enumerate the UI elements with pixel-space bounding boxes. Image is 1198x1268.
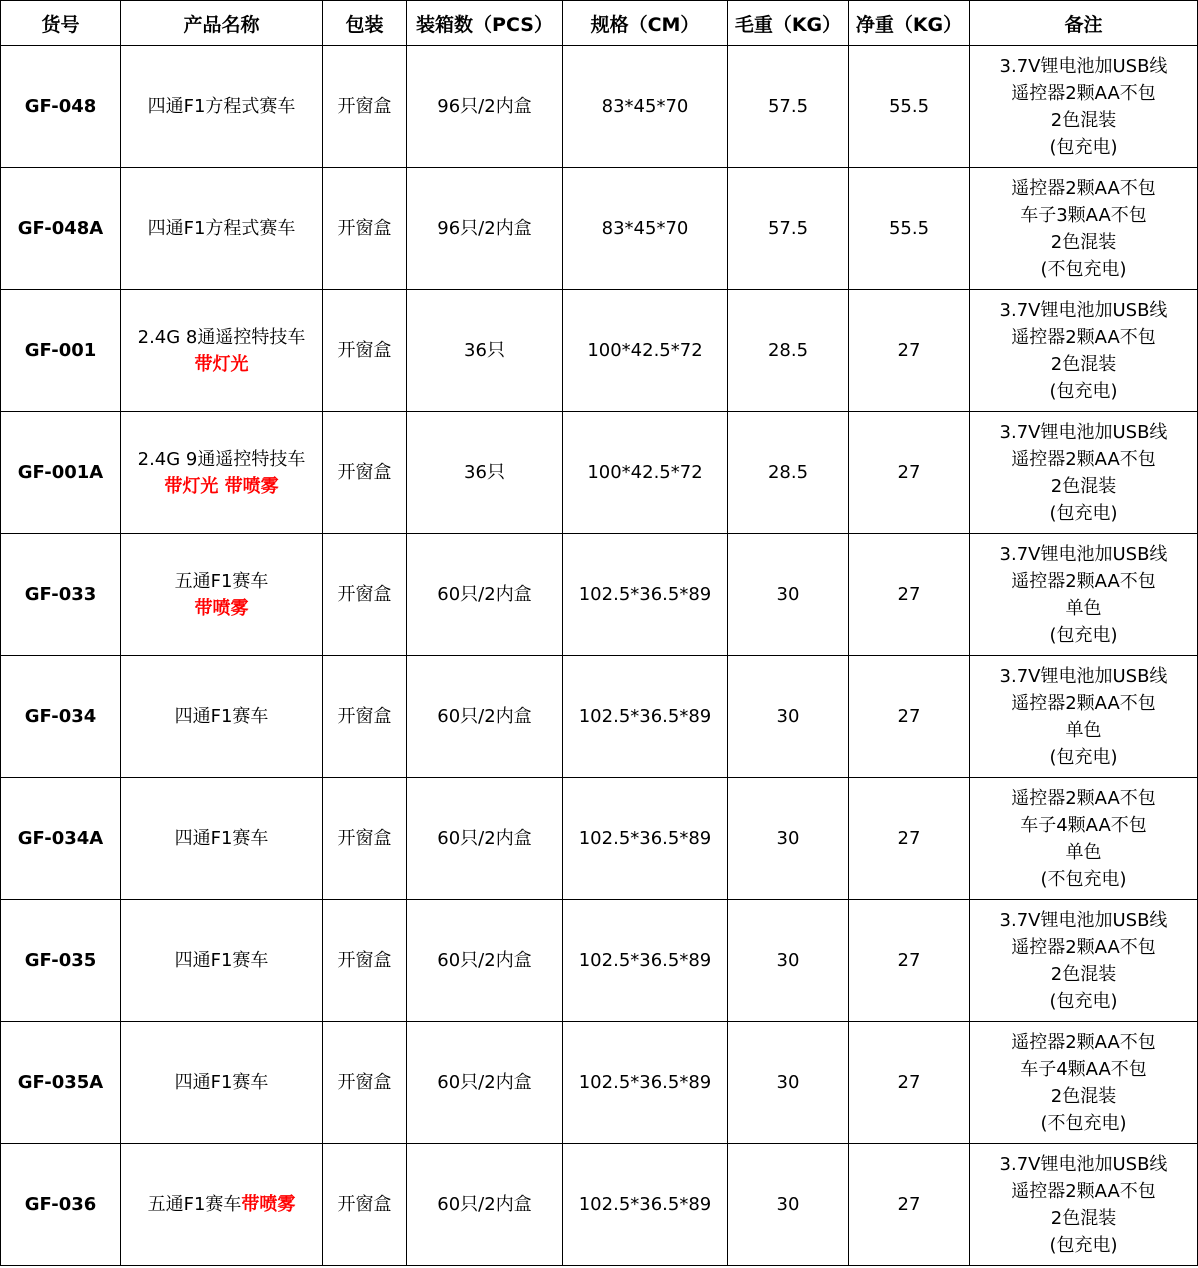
- note-line: (包充电): [1049, 746, 1118, 768]
- table-row: [1, 290, 1198, 412]
- cell-name: [121, 656, 323, 778]
- cell-name: [121, 534, 323, 656]
- cell-gross-weight: 30: [728, 778, 849, 900]
- cell-package: 开窗盒: [323, 534, 407, 656]
- product-name: 五通F1赛车: [174, 570, 269, 592]
- cell-size: 102.5*36.5*89: [563, 900, 728, 1022]
- table-row: [1, 778, 1198, 900]
- cell-gross-weight: 28.5: [728, 412, 849, 534]
- cell-net-weight: 27: [849, 290, 970, 412]
- table-row: [1, 1022, 1198, 1144]
- header-notes: 备注: [970, 1, 1198, 46]
- note-line: 遥控器2颗AA不包: [1011, 1031, 1156, 1053]
- note-line: 遥控器2颗AA不包: [1011, 448, 1156, 470]
- cell-size: 102.5*36.5*89: [563, 778, 728, 900]
- cell-qty: 60只/2内盒: [407, 534, 563, 656]
- note-line: 单色: [1065, 719, 1102, 741]
- note-line: (包充电): [1049, 136, 1118, 158]
- cell-notes: [970, 46, 1198, 168]
- cell-size: 102.5*36.5*89: [563, 1022, 728, 1144]
- cell-size: 102.5*36.5*89: [563, 656, 728, 778]
- cell-net-weight: 27: [849, 412, 970, 534]
- note-line: 2色混装: [1050, 353, 1117, 375]
- header-code: 货号: [1, 1, 121, 46]
- feature-highlight: 带灯光 带喷雾: [164, 475, 279, 497]
- feature-highlight: 带喷雾: [241, 1194, 296, 1215]
- feature-highlight: 带喷雾: [194, 597, 249, 619]
- cell-gross-weight: 30: [728, 534, 849, 656]
- note-line: 遥控器2颗AA不包: [1011, 692, 1156, 714]
- cell-package: 开窗盒: [323, 168, 407, 290]
- product-name: 四通F1方程式赛车: [147, 96, 296, 117]
- note-line: 3.7V锂电池加USB线: [999, 665, 1168, 687]
- cell-package: 开窗盒: [323, 1144, 407, 1266]
- cell-code: GF-036: [1, 1144, 121, 1266]
- cell-package: 开窗盒: [323, 412, 407, 534]
- note-line: 遥控器2颗AA不包: [1011, 936, 1156, 958]
- note-line: (不包充电): [1040, 258, 1127, 280]
- cell-notes: [970, 290, 1198, 412]
- cell-qty: 60只/2内盒: [407, 900, 563, 1022]
- cell-net-weight: 27: [849, 900, 970, 1022]
- cell-name: [121, 46, 323, 168]
- note-line: 车子3颗AA不包: [1020, 204, 1147, 226]
- note-line: (包充电): [1049, 380, 1118, 402]
- cell-size: 83*45*70: [563, 46, 728, 168]
- product-name: 四通F1赛车: [174, 706, 269, 727]
- cell-package: 开窗盒: [323, 778, 407, 900]
- cell-net-weight: 55.5: [849, 46, 970, 168]
- note-line: 2色混装: [1050, 1207, 1117, 1229]
- note-line: 2色混装: [1050, 475, 1117, 497]
- cell-package: 开窗盒: [323, 290, 407, 412]
- note-line: 3.7V锂电池加USB线: [999, 543, 1168, 565]
- header-name: 产品名称: [121, 1, 323, 46]
- cell-net-weight: 27: [849, 778, 970, 900]
- note-line: 单色: [1065, 841, 1102, 863]
- table-row: [1, 900, 1198, 1022]
- cell-gross-weight: 28.5: [728, 290, 849, 412]
- cell-size: 102.5*36.5*89: [563, 534, 728, 656]
- cell-qty: 96只/2内盒: [407, 168, 563, 290]
- note-line: 3.7V锂电池加USB线: [999, 299, 1168, 321]
- header-row: [1, 1, 1198, 46]
- cell-notes: [970, 412, 1198, 534]
- cell-name: [121, 900, 323, 1022]
- cell-package: 开窗盒: [323, 656, 407, 778]
- cell-notes: [970, 534, 1198, 656]
- note-line: 遥控器2颗AA不包: [1011, 787, 1156, 809]
- note-line: 遥控器2颗AA不包: [1011, 570, 1156, 592]
- cell-gross-weight: 30: [728, 1144, 849, 1266]
- header-size: 规格（CM）: [563, 1, 728, 46]
- cell-code: GF-048: [1, 46, 121, 168]
- note-line: 3.7V锂电池加USB线: [999, 421, 1168, 443]
- cell-code: GF-034A: [1, 778, 121, 900]
- cell-notes: [970, 168, 1198, 290]
- cell-qty: 60只/2内盒: [407, 1144, 563, 1266]
- cell-code: GF-048A: [1, 168, 121, 290]
- cell-code: GF-035: [1, 900, 121, 1022]
- cell-name: [121, 412, 323, 534]
- cell-package: 开窗盒: [323, 1022, 407, 1144]
- product-name: 2.4G 9通遥控特技车: [137, 448, 306, 470]
- note-line: 遥控器2颗AA不包: [1011, 1180, 1156, 1202]
- note-line: 2色混装: [1050, 963, 1117, 985]
- header-gross-weight: 毛重（KG）: [728, 1, 849, 46]
- cell-name: [121, 1022, 323, 1144]
- cell-code: GF-001: [1, 290, 121, 412]
- product-name: 四通F1赛车: [174, 950, 269, 971]
- product-name: 四通F1赛车: [174, 828, 269, 849]
- note-line: 3.7V锂电池加USB线: [999, 909, 1168, 931]
- cell-notes: [970, 900, 1198, 1022]
- note-line: (不包充电): [1040, 1112, 1127, 1134]
- cell-net-weight: 55.5: [849, 168, 970, 290]
- cell-net-weight: 27: [849, 534, 970, 656]
- product-name: 四通F1方程式赛车: [147, 218, 296, 239]
- table-row: [1, 534, 1198, 656]
- cell-net-weight: 27: [849, 656, 970, 778]
- cell-qty: 36只: [407, 412, 563, 534]
- cell-code: GF-034: [1, 656, 121, 778]
- note-line: (不包充电): [1040, 868, 1127, 890]
- table-row: [1, 412, 1198, 534]
- note-line: 车子4颗AA不包: [1020, 814, 1147, 836]
- note-line: 3.7V锂电池加USB线: [999, 55, 1168, 77]
- header-net-weight: 净重（KG）: [849, 1, 970, 46]
- header-qty: 装箱数（PCS）: [407, 1, 563, 46]
- note-line: 2色混装: [1050, 231, 1117, 253]
- cell-size: 102.5*36.5*89: [563, 1144, 728, 1266]
- cell-notes: [970, 778, 1198, 900]
- cell-code: GF-001A: [1, 412, 121, 534]
- cell-code: GF-033: [1, 534, 121, 656]
- note-line: 遥控器2颗AA不包: [1011, 177, 1156, 199]
- feature-highlight: 带灯光: [194, 353, 249, 375]
- cell-qty: 36只: [407, 290, 563, 412]
- cell-notes: [970, 1144, 1198, 1266]
- table-row: [1, 1144, 1198, 1266]
- cell-name: [121, 778, 323, 900]
- table-row: [1, 46, 1198, 168]
- cell-code: GF-035A: [1, 1022, 121, 1144]
- note-line: 车子4颗AA不包: [1020, 1058, 1147, 1080]
- note-line: 单色: [1065, 597, 1102, 619]
- note-line: (包充电): [1049, 624, 1118, 646]
- note-line: 遥控器2颗AA不包: [1011, 326, 1156, 348]
- cell-qty: 96只/2内盒: [407, 46, 563, 168]
- table-row: [1, 656, 1198, 778]
- cell-size: 83*45*70: [563, 168, 728, 290]
- cell-name: [121, 290, 323, 412]
- product-name: 2.4G 8通遥控特技车: [137, 326, 306, 348]
- note-line: (包充电): [1049, 1234, 1118, 1256]
- table-row: [1, 168, 1198, 290]
- cell-qty: 60只/2内盒: [407, 656, 563, 778]
- cell-gross-weight: 57.5: [728, 168, 849, 290]
- cell-package: 开窗盒: [323, 46, 407, 168]
- cell-net-weight: 27: [849, 1022, 970, 1144]
- note-line: 2色混装: [1050, 109, 1117, 131]
- cell-name: [121, 168, 323, 290]
- cell-size: 100*42.5*72: [563, 290, 728, 412]
- note-line: (包充电): [1049, 502, 1118, 524]
- cell-gross-weight: 57.5: [728, 46, 849, 168]
- cell-size: 100*42.5*72: [563, 412, 728, 534]
- cell-package: 开窗盒: [323, 900, 407, 1022]
- header-package: 包装: [323, 1, 407, 46]
- cell-gross-weight: 30: [728, 900, 849, 1022]
- cell-gross-weight: 30: [728, 1022, 849, 1144]
- cell-qty: 60只/2内盒: [407, 778, 563, 900]
- product-name: 四通F1赛车: [174, 1072, 269, 1093]
- cell-gross-weight: 30: [728, 656, 849, 778]
- cell-qty: 60只/2内盒: [407, 1022, 563, 1144]
- cell-net-weight: 27: [849, 1144, 970, 1266]
- note-line: (包充电): [1049, 990, 1118, 1012]
- cell-notes: [970, 656, 1198, 778]
- cell-name: [121, 1144, 323, 1266]
- table-body: [1, 46, 1198, 1266]
- note-line: 3.7V锂电池加USB线: [999, 1153, 1168, 1175]
- note-line: 2色混装: [1050, 1085, 1117, 1107]
- note-line: 遥控器2颗AA不包: [1011, 82, 1156, 104]
- cell-notes: [970, 1022, 1198, 1144]
- product-name: 五通F1赛车: [147, 1194, 242, 1215]
